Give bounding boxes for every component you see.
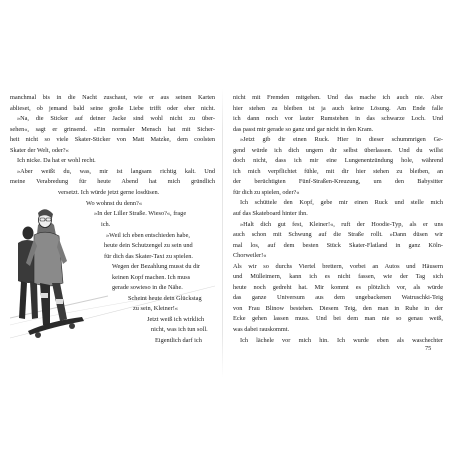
text-line: manchmal bis in die Nacht zuschaut, wie er aus seinen Karten (10, 94, 215, 101)
text-line: Wegen der Bezahlung musst du dir (112, 263, 201, 270)
text-line: keinen Kopf machen. Ich muss (112, 274, 191, 281)
text-line: heit nicht so viele Skater-Sticker von Matt Matzke, dem coolsten (10, 136, 215, 144)
text-line: Scheint heute dein Glückstag (128, 295, 202, 302)
text-line: Jetzt weiß ich wirklich (147, 316, 205, 323)
text-line: und Mülleimern, kann ich es nicht fassen, wie der Tag sich (233, 273, 443, 281)
text-line: »Halt dich gut fest, Kleiner!«, ruft der Hoodie-Typ, als er uns (240, 220, 443, 228)
text-line: Ich schüttele den Kopf, gebe mir einen Ruck und stelle mich (240, 199, 443, 207)
text-line: auch schon mit Schwung auf die Straße rollt. »Dann düsen wir (233, 231, 443, 239)
text-line: das ganze Universum aus dem ungebackenen Watruschki-Teig (233, 294, 443, 302)
text-line: auf das Skateboard hinter ihn. (233, 210, 308, 218)
text-line: gerade sowieso in die Nähe. (112, 284, 183, 291)
text-line: heute dein Schutzengel zu sein und (104, 242, 193, 249)
text-line: nicht mit Fremden mitgehen. Und das mache ich auch nie. Aber (233, 94, 443, 101)
text-line: »Na, die Sticker auf deiner Jacke sind wohl nicht zu über- (17, 115, 215, 123)
right-page (233, 93, 443, 373)
text-line: »In der Liller Straße. Wieso?«, frage (94, 210, 187, 217)
text-line: nicht, was ich tun soll. (151, 326, 208, 333)
text-line: hier stehen zu bleiben ist ja auch keine Lösung. Am Ende falle (233, 104, 443, 112)
text-line: ich. (101, 221, 111, 228)
text-line: mal los, auf dem besten Stück Skater-Flatland in ganz Köln- (233, 241, 443, 249)
text-line: von Frau Blinow bestehen. Diesem Teig, den man in Ruhe in der (233, 304, 443, 312)
left-page (10, 93, 215, 373)
page-number: 75 (425, 345, 432, 352)
text-line: heute noch gedreht hat. Mir kommt es plötzlich vor, als würde (233, 283, 443, 291)
text-line: Als wir so durchs Viertel brettern, vorbei an Autos und Häusern (233, 262, 443, 270)
text-line: gend würde ich dich ungern dir selbst überlassen. Und du willst (233, 146, 443, 154)
text-line: für dich zu spielen, oder?« (233, 188, 300, 196)
text-line: »Weil ich eben entschieden habe, (106, 232, 190, 239)
text-line: ablieset, ob jemand bald seine große Liebe trifft oder eher nicht. (10, 104, 215, 112)
text-line: für dich das Skater-Taxi zu spielen. (104, 253, 193, 260)
text-line: Eigentlich darf ich (155, 337, 202, 344)
text-line: Ich nicke. Da hat er wohl recht. (17, 157, 96, 165)
text-line: Skater der Welt, oder?« (10, 146, 69, 154)
text-line: der berüchtigten Fünf-Straßen-Kreuzung, um den Babysitter (233, 178, 443, 186)
text-line: Ich lächele vor mich hin. Ich wurde eben als waschechter (240, 336, 443, 344)
text-line: Chorweiler!« (233, 252, 267, 260)
text-line: ich dann noch vor lauter Rumstehen in das schwarze Loch. Und (233, 115, 443, 123)
text-line: ich mich verpflichtet fühle, mit dir hier stehen zu bleiben, an (233, 167, 443, 175)
text-line: Wo wohnst du denn?« (86, 200, 142, 207)
text-line: das passt mir gerade so ganz und gar nicht in den Kram. (233, 125, 374, 133)
text-line: meine Verabredung für heute Abend hat mich gründlich (10, 178, 215, 186)
gutter (222, 88, 223, 378)
text-line: »Aber weißt du, was, mir ist langsam richtig kalt. Und (17, 167, 215, 175)
text-line: was dabei rauskommt. (233, 326, 290, 334)
text-line: zu sein, Kleiner!« (133, 305, 178, 312)
text-line: Ecke gehen lassen muss. Und bei dem man nie so genau weiß, (233, 315, 443, 323)
text-line: »Jetzt gib dir einen Ruck. Hier in dieser schummrigen Ge- (240, 136, 443, 144)
text-line: versetzt. Ich würde jetzt gerne losdüsen. (58, 189, 160, 196)
text-line: doch nicht, dass ich mir eine Lungenentzündung hole, während (233, 157, 443, 165)
text-line: sehen«, sagt er grinsend. »Ein normaler Mensch hat mit Sicher- (10, 125, 215, 133)
